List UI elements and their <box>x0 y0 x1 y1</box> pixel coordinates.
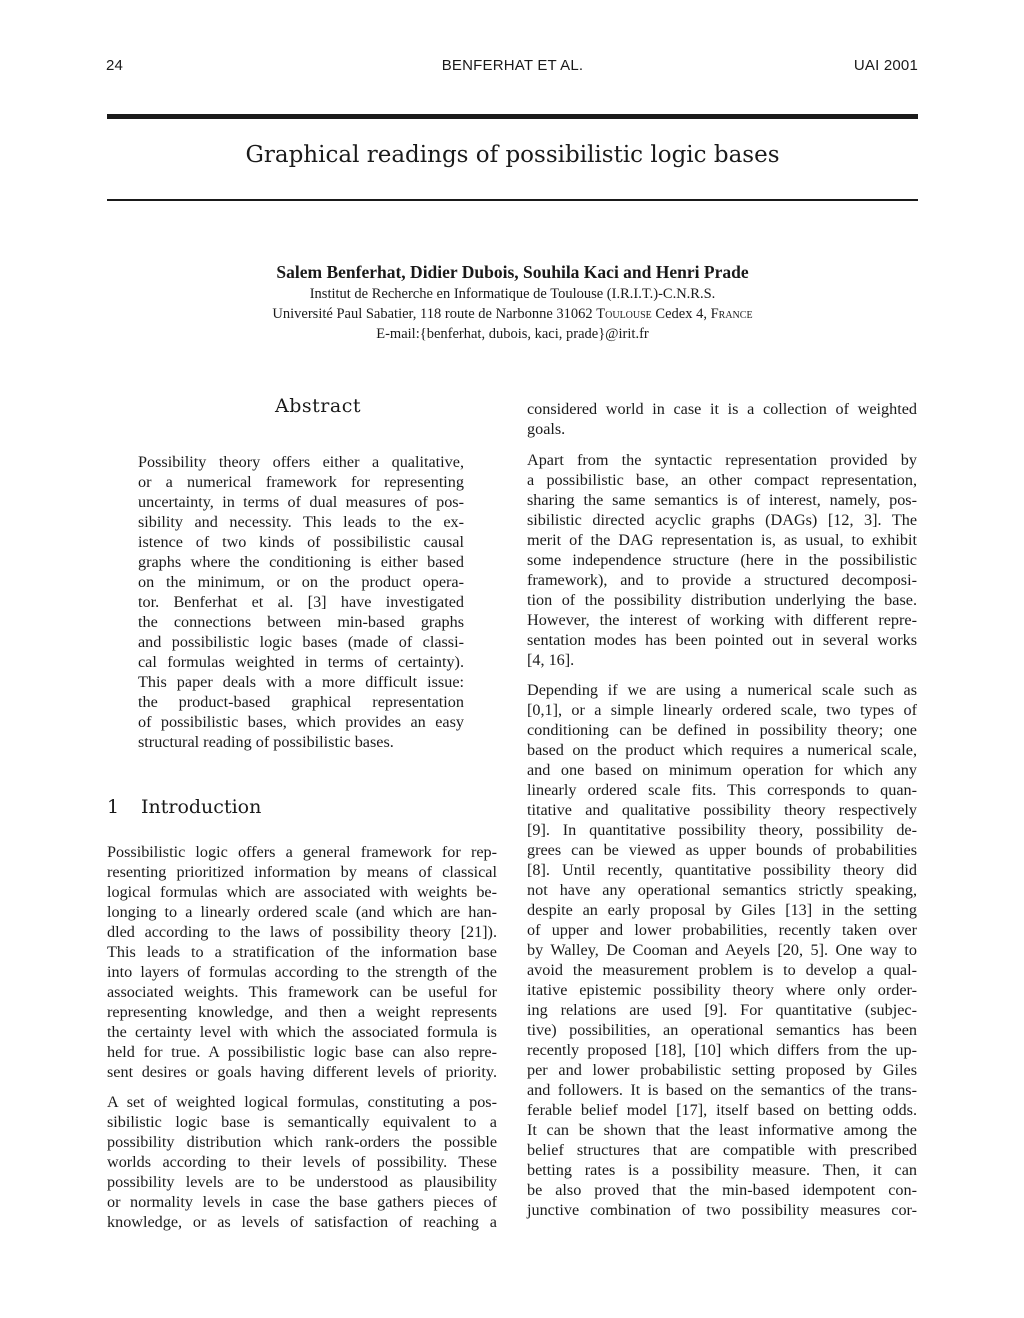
text-line: the product-based graphical representation <box>138 693 464 711</box>
text-line: some independence structure (here in the possibilistic <box>527 551 917 569</box>
paper-title: Graphical readings of possibilistic logic bases <box>245 142 780 168</box>
text-line: on the minimum, or on the product opera- <box>138 573 464 591</box>
text-line: per and lower probabilistic setting proposed by Giles <box>527 1061 917 1079</box>
right-paragraph-1 <box>527 399 917 439</box>
text-line: belief structures that are compatible with prescribed <box>527 1141 917 1159</box>
text-line: linearly ordered scale fits. This corresponds to quan- <box>527 781 917 799</box>
right-paragraph-2 <box>527 450 917 670</box>
text-line: or a numerical framework for representing <box>138 473 464 491</box>
text-line: longing to a linearly ordered scale (and which are han- <box>107 903 497 921</box>
text-line: be also proved that the min-based idempotent con- <box>527 1181 917 1199</box>
author-list: Salem Benferhat, Didier Dubois, Souhila Kaci and Henri Prade <box>276 262 749 282</box>
venue-label: UAI 2001 <box>853 57 918 74</box>
abstract-heading: Abstract <box>275 395 361 417</box>
text-line: goals. <box>527 420 566 438</box>
intro-paragraph-2 <box>107 1092 497 1232</box>
text-line: structural reading of possibilistic bases. <box>138 733 394 751</box>
text-line: betting rates is a possibility measure. Then, it can <box>527 1161 917 1179</box>
text-line: or normality levels in case the base gathers pieces of <box>107 1193 497 1211</box>
text-line: merit of the DAG representation is, as usual, to exhibit <box>527 531 917 549</box>
address-city: Toulouse <box>596 306 652 322</box>
text-line: cal formulas weighted in terms of certainty). <box>138 653 464 671</box>
text-line: [4, 16]. <box>527 651 575 669</box>
text-line: framework), and to provide a structured decomposi- <box>527 571 917 589</box>
title-rule-bottom <box>107 199 918 201</box>
text-line: sharing the same semantics is of interest, namely, pos- <box>527 491 917 509</box>
text-line: knowledge, or as levels of satisfaction of reaching a <box>107 1213 497 1231</box>
address-cedex: Cedex 4, <box>655 306 707 322</box>
text-line: sent desires or goals having different levels of priority. <box>107 1063 497 1081</box>
text-line: the connections between min-based graphs <box>138 613 464 631</box>
affiliation-address <box>107 306 918 323</box>
text-line: uncertainty, in terms of dual measures of pos- <box>138 493 464 511</box>
text-line: considered world in case it is a collection of weighted <box>527 400 917 418</box>
abstract-body <box>138 452 464 752</box>
text-line: resenting prioritized information by means of classical <box>107 863 497 881</box>
text-line: into layers of formulas according to the strength of the <box>107 963 497 981</box>
abstract-paragraph <box>138 452 464 752</box>
text-line: itative epistemic possibility theory where only order- <box>527 981 917 999</box>
text-line: avoid the measurement problem is to develop a qual- <box>527 961 917 979</box>
text-line: Apart from the syntactic representation provided by <box>527 451 917 469</box>
text-line: Possibilistic logic offers a general framework for rep- <box>107 843 497 861</box>
page-number: 24 <box>106 57 124 74</box>
text-line: of upper and lower probabilities, recently taken over <box>527 921 917 939</box>
text-line: sentation modes has been pointed out in several works <box>527 631 917 649</box>
text-line: junctive combination of two possibility measures cor- <box>527 1201 917 1219</box>
text-line: and possibilistic logic bases (made of classi- <box>138 633 464 651</box>
text-line: held for true. A possibilistic logic base can also repre- <box>107 1043 497 1061</box>
intro-paragraph-1 <box>107 842 497 1082</box>
title-rule-top <box>107 114 918 119</box>
section-title: Introduction <box>141 796 262 818</box>
text-line: possibility levels are to be understood as plausibility <box>107 1173 497 1191</box>
text-line: the certainty level with which the associated formula is <box>107 1023 497 1041</box>
text-line: associated weights. This framework can be useful for <box>107 983 497 1001</box>
text-line: [9]. In quantitative possibility theory, possibility de- <box>527 821 917 839</box>
text-line: A set of weighted logical formulas, constituting a pos- <box>107 1093 497 1111</box>
text-line: istence of two kinds of possibilistic causal <box>138 533 464 551</box>
text-line: of possibilistic bases, which provides an easy <box>138 713 464 731</box>
text-line: despite an early proposal by Giles [13] in the setting <box>527 901 917 919</box>
author-email: E-mail:{benferhat, dubois, kaci, prade}@irit.fr <box>376 326 649 342</box>
text-line: logical formulas which are associated with weights be- <box>107 883 497 901</box>
text-line: titative and qualitative possibility theory respectively <box>527 801 917 819</box>
text-line: tive) possibilities, an operational semantics has been <box>527 1021 917 1039</box>
text-line: [8]. Until recently, quantitative possibility theory did <box>527 861 917 879</box>
section-number: 1 <box>107 796 120 818</box>
text-line: sibilistic directed acyclic graphs (DAGs) [12, 3]. The <box>527 511 917 529</box>
text-line: tion of the possibility distribution underlying the base. <box>527 591 917 609</box>
address-country: France <box>710 306 753 322</box>
text-line: and followers. It is based on the semantics of the trans- <box>527 1081 917 1099</box>
text-line: dled according to the laws of possibility theory [21]). <box>107 923 497 941</box>
text-line: [0,1], or a simple linearly ordered scale, two types of <box>527 701 917 719</box>
text-line: tor. Benferhat et al. [3] have investigated <box>138 593 464 611</box>
text-line: ferable belief model [17], itself based on betting odds. <box>527 1101 917 1119</box>
text-line: by Walley, De Cooman and Aeyels [20, 5]. One way to <box>527 941 917 959</box>
text-line: not have any operational semantics strictly speaking, <box>527 881 917 899</box>
right-paragraph-3 <box>527 680 917 1220</box>
text-line: based on the product which requires a numerical scale, <box>527 741 917 759</box>
text-line: sibility and necessity. This leads to the ex- <box>138 513 464 531</box>
text-line: ing relations are used [9]. For quantitative (subjec- <box>527 1001 917 1019</box>
text-line: recently proposed [18], [10] which differs from the up- <box>527 1041 917 1059</box>
text-line: However, the interest of working with different repre- <box>527 611 917 629</box>
text-line: possibility distribution which rank-orders the possible <box>107 1133 497 1151</box>
text-line: This leads to a stratification of the information base <box>107 943 497 961</box>
text-line: Depending if we are using a numerical scale such as <box>527 681 917 699</box>
section-heading-introduction <box>107 796 261 818</box>
text-line: graphs where the conditioning is either based <box>138 553 464 571</box>
text-line: representing knowledge, and then a weight represents <box>107 1003 497 1021</box>
text-line: It can be shown that the least informative among the <box>527 1121 917 1139</box>
text-line: worlds according to their levels of possibility. These <box>107 1153 497 1171</box>
text-line: This paper deals with a more difficult issue: <box>138 673 464 691</box>
text-line: conditioning can be defined in possibility theory; one <box>527 721 917 739</box>
affiliation-institute: Institut de Recherche en Informatique de Toulouse (I.R.I.T.)-C.N.R.S. <box>309 286 716 302</box>
address-street: Université Paul Sabatier, 118 route de Narbonne 31062 <box>272 306 593 322</box>
text-line: Possibility theory offers either a qualitative, <box>138 453 464 471</box>
text-line: sibilistic logic base is semantically equivalent to a <box>107 1113 497 1131</box>
text-line: a possibilistic base, an other compact representation, <box>527 471 917 489</box>
running-title: BENFERHAT ET AL. <box>441 57 584 74</box>
text-line: grees can be viewed as upper bounds of probabilities <box>527 841 917 859</box>
text-line: and one based on minimum operation for which any <box>527 761 917 779</box>
